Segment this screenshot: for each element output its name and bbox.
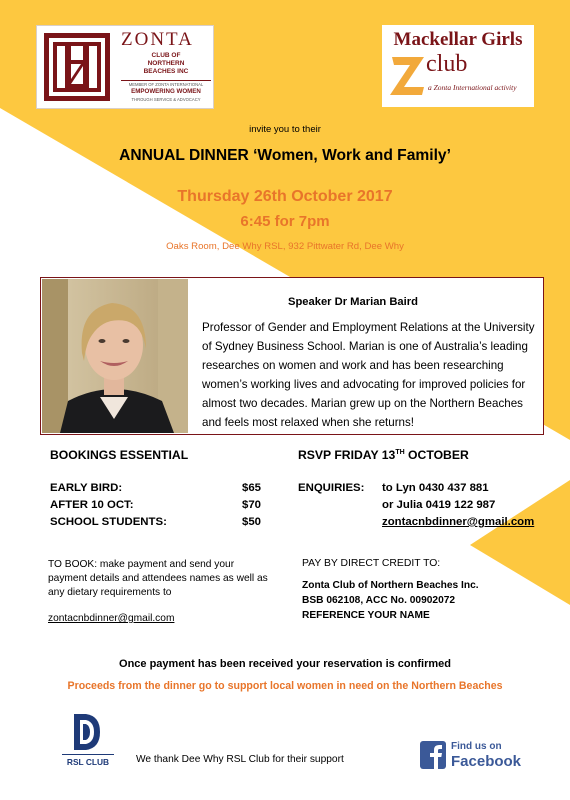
contact-julia: or Julia 0419 122 987 [382,499,496,511]
facebook-icon [420,741,446,769]
zonta-member: MEMBER OF ZONTA INTERNATIONAL [128,82,204,87]
direct-credit-heading: PAY BY DIRECT CREDIT TO: [302,558,441,569]
zonta-logo [36,25,214,109]
price-students: $50 [242,516,262,528]
enquiries-label: ENQUIRIES: [298,482,365,494]
z-emblem-icon [390,53,426,97]
event-venue: Oaks Room, Dee Why RSL, 932 Pittwater Rd, Dee Why [166,241,404,252]
contact-lyn: to Lyn 0430 437 881 [382,482,489,494]
rsvp-email-link[interactable]: zontacnbdinner@gmail.com [382,516,535,528]
event-time: 6:45 for 7pm [240,213,330,230]
facebook-badge[interactable] [420,741,530,775]
zonta-name: ZONTA [121,29,194,50]
event-date: Thursday 26th October 2017 [177,188,393,205]
zonta-tagline-sub: THROUGH SERVICE & ADVOCACY [131,97,201,102]
speaker-box [40,277,544,435]
zonta-divider [121,80,211,81]
speaker-bio: Professor of Gender and Employment Relations at the University of Sydney Business School. Marian is one of Australia’s leading researches on women and work and has been researching women’s working lives and advocating for improved policies for almost two decades. Marian grew up on the Northern Beaches and feels most relaxed when she returns! [202,321,535,429]
speaker-heading: Speaker Dr Marian Baird [288,296,418,308]
rsl-emblem-icon [70,712,102,752]
rsvp-heading: RSVP FRIDAY 13TH OCTOBER [298,448,469,462]
bookings-heading: BOOKINGS ESSENTIAL [50,448,189,462]
zonta-club-lines: CLUB OF NORTHERN BEACHES INC [143,52,189,75]
proceeds-text: Proceeds from the dinner go to support local women in need on the Northern Beaches [67,680,503,692]
zonta-emblem-icon [43,32,111,102]
mackellar-title: Mackellar Girls [393,29,523,50]
mackellar-club: club [426,51,468,77]
to-book-email-link[interactable]: zontacnbdinner@gmail.com [48,613,175,624]
to-book-text: TO BOOK: make payment and send your payment details and attendees names as well as any dietary requirements to [48,559,268,598]
zonta-tagline: EMPOWERING WOMEN [131,88,201,95]
price-after: $70 [242,499,262,511]
price-label-students: SCHOOL STUDENTS: [50,516,167,528]
rsl-divider [62,754,114,755]
speaker-photo [42,279,188,433]
facebook-name: Facebook [451,753,522,770]
confirmation-text: Once payment has been received your reservation is confirmed [119,658,451,670]
invite-text: invite you to their [249,124,321,135]
rsl-thanks: We thank Dee Why RSL Club for their support [136,754,344,765]
mackellar-subtitle: a Zonta International activity [428,83,517,92]
event-title: ANNUAL DINNER ‘Women, Work and Family’ [119,147,451,164]
rsl-club-logo [62,712,114,770]
direct-credit-details: Zonta Club of Northern Beaches Inc. BSB 062108, ACC No. 00902072 REFERENCE YOUR NAME [302,580,479,621]
price-label-early: EARLY BIRD: [50,482,123,494]
price-label-after: AFTER 10 OCT: [50,499,134,511]
mackellar-logo [382,25,534,107]
rsl-label: RSL CLUB [66,757,110,767]
price-early: $65 [242,482,262,494]
facebook-find: Find us on [451,741,502,752]
